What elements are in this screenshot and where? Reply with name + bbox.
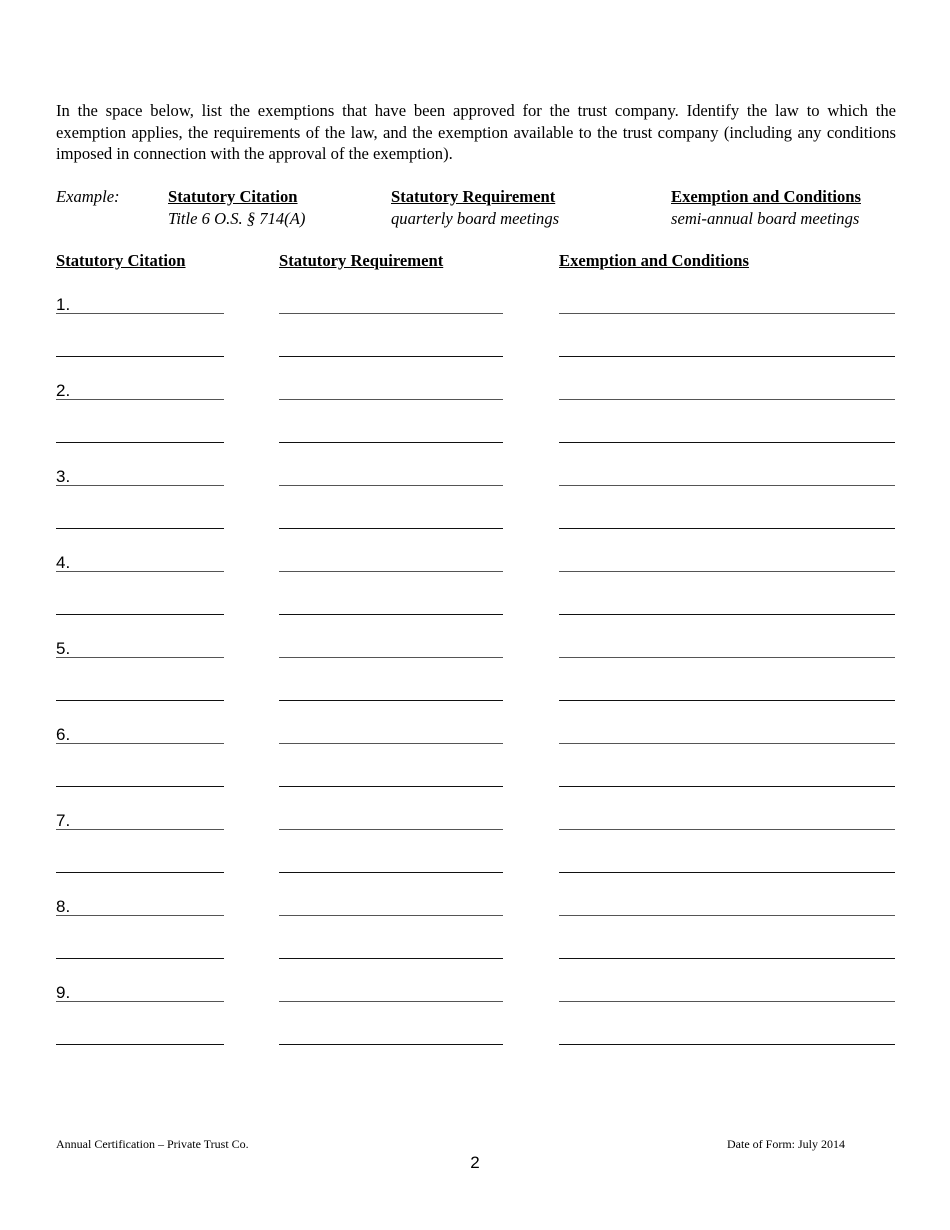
entry-number: 9.	[56, 983, 71, 1002]
requirement-continuation-line[interactable]	[279, 442, 503, 443]
exemption-entry-line[interactable]	[559, 571, 895, 572]
citation-continuation-line[interactable]	[56, 356, 224, 357]
requirement-entry-line[interactable]	[279, 571, 503, 572]
citation-entry-line[interactable]	[56, 915, 224, 916]
citation-continuation-line[interactable]	[56, 700, 224, 701]
requirement-entry-line[interactable]	[279, 1001, 503, 1002]
column-header-exemption: Exemption and Conditions	[559, 251, 749, 270]
entry-number: 6.	[56, 725, 71, 744]
entry-number: 1.	[56, 295, 71, 314]
entry-number: 5.	[56, 639, 71, 658]
citation-entry-line[interactable]	[56, 313, 224, 314]
requirement-entry-line[interactable]	[279, 657, 503, 658]
requirement-entry-line[interactable]	[279, 829, 503, 830]
example-label: Example:	[56, 187, 120, 206]
requirement-continuation-line[interactable]	[279, 528, 503, 529]
example-requirement-header: Statutory Requirement	[391, 187, 556, 206]
citation-continuation-line[interactable]	[56, 442, 224, 443]
exemption-entry-line[interactable]	[559, 657, 895, 658]
exemption-continuation-line[interactable]	[559, 958, 895, 959]
entry-number: 7.	[56, 811, 71, 830]
citation-continuation-line[interactable]	[56, 614, 224, 615]
requirement-continuation-line[interactable]	[279, 614, 503, 615]
exemption-continuation-line[interactable]	[559, 614, 895, 615]
example-citation-header: Statutory Citation	[168, 187, 298, 206]
citation-continuation-line[interactable]	[56, 958, 224, 959]
footer-form-title: Annual Certification – Private Trust Co.	[56, 1137, 249, 1151]
exemption-entry-line[interactable]	[559, 399, 895, 400]
footer-form-date: Date of Form: July 2014	[727, 1137, 845, 1151]
column-header-citation: Statutory Citation	[56, 251, 186, 270]
requirement-continuation-line[interactable]	[279, 958, 503, 959]
citation-entry-line[interactable]	[56, 657, 224, 658]
citation-entry-line[interactable]	[56, 829, 224, 830]
column-header-requirement: Statutory Requirement	[279, 251, 444, 270]
exemption-continuation-line[interactable]	[559, 356, 895, 357]
citation-entry-line[interactable]	[56, 571, 224, 572]
requirement-continuation-line[interactable]	[279, 1044, 503, 1045]
example-exemption-header: Exemption and Conditions	[671, 187, 861, 206]
exemption-entry-line[interactable]	[559, 1001, 895, 1002]
requirement-continuation-line[interactable]	[279, 872, 503, 873]
requirement-continuation-line[interactable]	[279, 700, 503, 701]
citation-entry-line[interactable]	[56, 485, 224, 486]
requirement-continuation-line[interactable]	[279, 356, 503, 357]
citation-continuation-line[interactable]	[56, 786, 224, 787]
example-exemption-value: semi-annual board meetings	[671, 209, 860, 228]
example-requirement-value: quarterly board meetings	[391, 209, 560, 228]
exemption-entry-line[interactable]	[559, 915, 895, 916]
requirement-entry-line[interactable]	[279, 743, 503, 744]
citation-entry-line[interactable]	[56, 1001, 224, 1002]
exemption-entry-line[interactable]	[559, 485, 895, 486]
exemption-continuation-line[interactable]	[559, 872, 895, 873]
entry-number: 8.	[56, 897, 71, 916]
exemption-continuation-line[interactable]	[559, 442, 895, 443]
example-citation-value: Title 6 O.S. § 714(A)	[168, 209, 306, 228]
requirement-continuation-line[interactable]	[279, 786, 503, 787]
requirement-entry-line[interactable]	[279, 313, 503, 314]
citation-entry-line[interactable]	[56, 743, 224, 744]
exemption-continuation-line[interactable]	[559, 700, 895, 701]
exemption-entry-line[interactable]	[559, 743, 895, 744]
entry-number: 3.	[56, 467, 71, 486]
instructions-paragraph: In the space below, list the exemptions that have been approved for the trust company. Identify the law to which the exemption applies, the requirements of the law, and the exemption available to the trust company (including any conditions imposed in connection with the approval of the exemption).	[56, 101, 896, 163]
exemption-entry-line[interactable]	[559, 313, 895, 314]
citation-continuation-line[interactable]	[56, 1044, 224, 1045]
entry-number: 4.	[56, 553, 71, 572]
requirement-entry-line[interactable]	[279, 399, 503, 400]
entry-number: 2.	[56, 381, 71, 400]
page-number: 2	[470, 1153, 480, 1172]
citation-continuation-line[interactable]	[56, 872, 224, 873]
exemption-continuation-line[interactable]	[559, 528, 895, 529]
requirement-entry-line[interactable]	[279, 915, 503, 916]
exemption-continuation-line[interactable]	[559, 786, 895, 787]
exemption-entry-line[interactable]	[559, 829, 895, 830]
citation-entry-line[interactable]	[56, 399, 224, 400]
exemption-continuation-line[interactable]	[559, 1044, 895, 1045]
citation-continuation-line[interactable]	[56, 528, 224, 529]
requirement-entry-line[interactable]	[279, 485, 503, 486]
